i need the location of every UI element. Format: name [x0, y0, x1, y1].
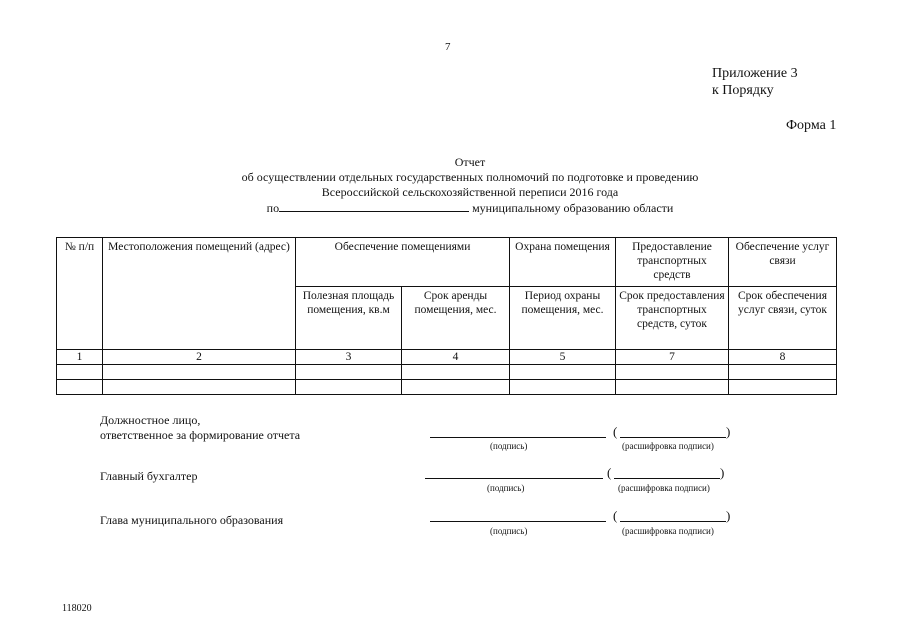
column-number: 3	[296, 350, 402, 365]
signature-caption: (подпись)	[490, 441, 528, 451]
header-security-group: Охрана помещения	[510, 238, 616, 287]
signature-accountant-label	[100, 469, 197, 484]
signature-line	[430, 437, 606, 438]
decode-line	[620, 521, 726, 522]
column-number: 2	[103, 350, 296, 365]
table-cell	[103, 365, 296, 380]
table-header-row-1	[57, 238, 837, 287]
header-location: Местоположения помещений (адрес)	[103, 238, 296, 350]
table-cell	[510, 365, 616, 380]
signature-label-line-1: Должностное лицо,	[100, 413, 201, 427]
table-cell	[616, 365, 729, 380]
table-cell	[510, 380, 616, 395]
title-suffix: муниципальному образованию области	[472, 201, 674, 215]
signature-label-line-1: Глава муниципального образования	[100, 513, 284, 527]
table-cell	[57, 380, 103, 395]
close-paren: )	[726, 424, 731, 439]
decode-line	[614, 478, 720, 479]
signature-label-line-2: ответственное за формирование отчета	[100, 428, 301, 442]
title-line-2: об осуществлении отдельных государственных полномочий по подготовке и проведению	[241, 170, 699, 184]
header-comm-group: Обеспечение услуг связи	[729, 238, 837, 287]
decode-line	[620, 437, 726, 438]
appendix-line-2: к Порядку	[712, 83, 774, 98]
open-paren: (	[613, 508, 618, 523]
header-area: Полезная площадь помещения, кв.м	[296, 287, 402, 350]
column-number: 1	[57, 350, 103, 365]
decode-caption: (расшифровка подписи)	[622, 526, 714, 536]
open-paren: (	[607, 465, 612, 480]
table-cell	[296, 365, 402, 380]
title-line-3: Всероссийской сельскохозяйственной переписи 2016 года	[321, 185, 619, 199]
column-number: 4	[402, 350, 510, 365]
header-comm-term: Срок обеспечения услуг связи, суток	[729, 287, 837, 350]
footer-code: 118020	[62, 603, 92, 614]
table-cell	[616, 380, 729, 395]
signature-line	[430, 521, 606, 522]
decode-caption: (расшифровка подписи)	[622, 441, 714, 451]
page-number: 7	[445, 41, 451, 53]
column-number: 8	[729, 350, 837, 365]
header-transport-group: Предоставление транспортных средств	[616, 238, 729, 287]
signature-line	[425, 478, 603, 479]
signature-caption: (подпись)	[490, 526, 528, 536]
header-lease: Срок аренды помещения, мес.	[402, 287, 510, 350]
form-label: Форма 1	[786, 118, 837, 133]
table-cell	[57, 365, 103, 380]
table-row	[57, 380, 837, 395]
close-paren: )	[726, 508, 731, 523]
open-paren: (	[613, 424, 618, 439]
report-table	[56, 237, 837, 395]
header-premises-group: Обеспечение помещениями	[296, 238, 510, 287]
signature-caption: (подпись)	[487, 483, 525, 493]
appendix-line-1: Приложение 3	[712, 66, 798, 81]
signature-label-line-1: Главный бухгалтер	[100, 469, 198, 483]
header-number: № п/п	[57, 238, 103, 350]
signature-head-label	[100, 513, 283, 528]
title-prefix: по	[266, 201, 280, 215]
table-cell	[103, 380, 296, 395]
title-line-4	[190, 200, 750, 216]
title-line-1: Отчет	[454, 155, 486, 169]
header-security-period: Период охраны помещения, мес.	[510, 287, 616, 350]
column-number-row	[57, 350, 837, 365]
report-title	[190, 155, 750, 216]
table-cell	[296, 380, 402, 395]
column-number: 5	[510, 350, 616, 365]
table-cell	[729, 380, 837, 395]
close-paren: )	[720, 465, 725, 480]
table-cell	[402, 380, 510, 395]
decode-caption: (расшифровка подписи)	[618, 483, 710, 493]
table-row	[57, 365, 837, 380]
header-transport-term: Срок предоставления транспортных средств, суток	[616, 287, 729, 350]
table-cell	[729, 365, 837, 380]
signature-official-label	[100, 413, 300, 443]
appendix-reference	[712, 65, 798, 99]
column-number: 7	[616, 350, 729, 365]
table-cell	[402, 365, 510, 380]
municipality-blank-line	[279, 200, 469, 212]
